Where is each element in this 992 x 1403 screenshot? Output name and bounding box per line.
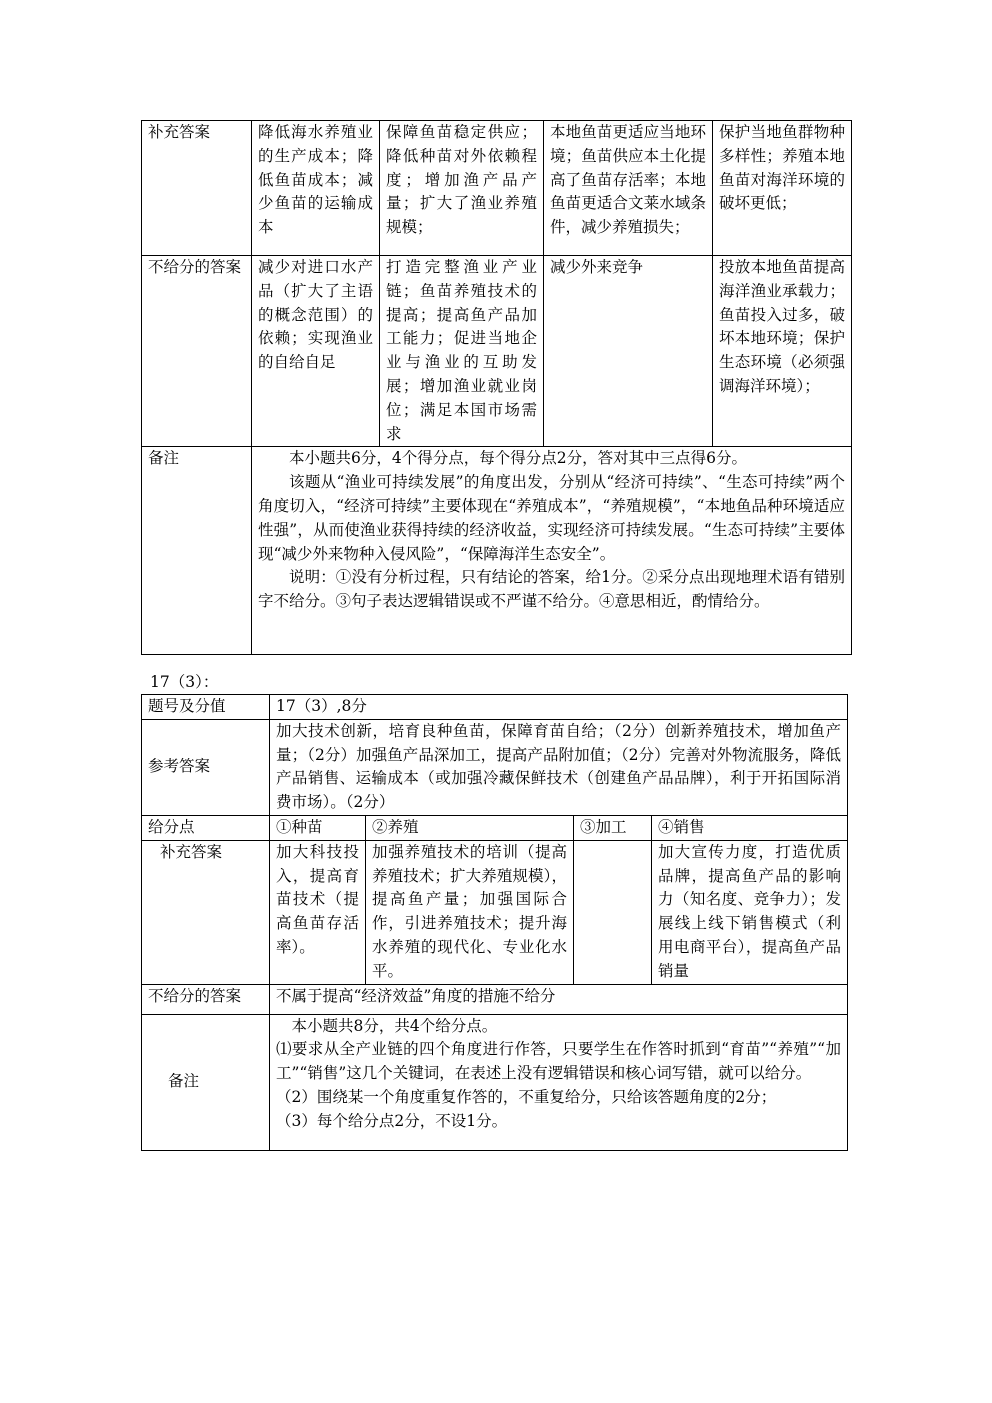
section-label: 17（3）：: [150, 673, 219, 691]
point-sales: ④销售: [652, 815, 848, 840]
no-score-value: 不属于提高“经济效益”角度的措施不给分: [270, 984, 848, 1014]
supp-seedling: 加大科技投入，提高育苗技术（提高鱼苗存活率）。: [270, 840, 366, 984]
table-row: [142, 984, 848, 1014]
row-label-remark: 备注: [142, 1014, 270, 1150]
remark-line: ⑴要求从全产业链的四个角度进行作答，只要学生在作答时抓到“育苗”“养殖”“加工”“销售”这几个关键词，在表述上没有逻辑错误和核心词写错，就可以给分。: [276, 1040, 841, 1083]
row-label-reference: 参考答案: [142, 719, 270, 815]
cell-ecology: 保护当地鱼群物种多样性；养殖本地鱼苗对海洋环境的破坏更低；: [713, 121, 852, 256]
point-seedling: ①种苗: [270, 815, 366, 840]
supp-processing: [574, 840, 652, 984]
table-row: [142, 719, 848, 815]
cell-no-score-1: 减少对进口水产品（扩大了主语的概念范围）的依赖；实现渔业的自给自足: [252, 256, 380, 447]
remark-cell: [270, 1014, 848, 1150]
table-row: [142, 447, 852, 655]
remark-line: 本小题共8分，共4个给分点。: [291, 1016, 498, 1035]
table-row: [142, 121, 852, 256]
cell-adapt: 本地鱼苗更适应当地环境；鱼苗供应本土化提高了鱼苗存活率；本地鱼苗更适合文莱水域条件，减少养殖损失；: [544, 121, 713, 256]
cell-supply: 保障鱼苗稳定供应；降低种苗对外依赖程度；增加渔产品产量；扩大了渔业养殖规模；: [380, 121, 544, 256]
table-row: [142, 815, 848, 840]
point-breeding: ②养殖: [366, 815, 574, 840]
row-label-remark: 备注: [142, 447, 252, 655]
row-label-question: 题号及分值: [142, 695, 270, 720]
row-label-supplement: 补充答案: [142, 840, 270, 984]
row-label-no-score: 不给分的答案: [142, 256, 252, 447]
remark-line: （3）每个给分点2分，不设1分。: [276, 1111, 508, 1130]
remark-paragraph: 本小题共6分，4个得分点，每个得分点2分，答对其中三点得6分。: [289, 449, 747, 468]
row-label-supplement: 补充答案: [142, 121, 252, 256]
supp-breeding: 加强养殖技术的培训（提高养殖技术；扩大养殖规模），提高鱼产量；加强国际合作，引进养殖技术；提升海水养殖的现代化、专业化水平。: [366, 840, 574, 984]
row-label-points: 给分点: [142, 815, 270, 840]
cell-no-score-4: 投放本地鱼苗提高海洋渔业承载力；鱼苗投入过多，破坏本地环境；保护生态环境（必须强调海洋环境）；: [713, 256, 852, 447]
table-row: [142, 256, 852, 447]
point-processing: ③加工: [574, 815, 652, 840]
remark-paragraph: 说明：①没有分析过程，只有结论的答案，给1分。②采分点出现地理术语有错别字不给分。③句子表达逻辑错误或不严谨不给分。④意思相近，酌情给分。: [258, 568, 845, 611]
table-row: [142, 695, 848, 720]
reference-answer: 加大技术创新，培育良种鱼苗，保障育苗自给；（2分）创新养殖技术，增加鱼产量；（2分）加强鱼产品深加工，提高产品附加值；（2分）完善对外物流服务，降低产品销售、运输成本（或加强冷藏保鲜技术（创建鱼产品品牌），利于开拓国际消费市场）。（2分）: [270, 719, 848, 815]
scoring-table-17-2: [141, 120, 852, 655]
question-value: 17（3）,8分: [270, 695, 848, 720]
remark-line: （2）围绕某一个角度重复作答的，不重复给分，只给该答题角度的2分；: [276, 1087, 777, 1106]
table-row: [142, 1014, 848, 1150]
cell-no-score-3: 减少外来竞争: [544, 256, 713, 447]
table-row: [142, 840, 848, 984]
cell-no-score-2: 打造完整渔业产业链；鱼苗养殖技术的提高；提高鱼产品加工能力；促进当地企业与渔业的互助发展；增加渔业就业岗位；满足本国市场需求: [380, 256, 544, 447]
cell-seedling: 降低海水养殖业的生产成本；降低鱼苗成本；减少鱼苗的运输成本: [252, 121, 380, 256]
row-label-no-score: 不给分的答案: [142, 984, 270, 1014]
scoring-table-17-3: [141, 694, 848, 1151]
remark-cell: [252, 447, 852, 655]
supp-sales: 加大宣传力度，打造优质品牌，提高鱼产品的影响力（知名度、竞争力）；发展线上线下销售模式（利用电商平台），提高鱼产品销量: [652, 840, 848, 984]
remark-paragraph: 该题从“渔业可持续发展”的角度出发，分别从“经济可持续”、“生态可持续”两个角度切入，“经济可持续”主要体现在“养殖成本”，“养殖规模”，“本地鱼品种环境适应性强”，从而使渔业获得持续的经济收益，实现经济可持续发展。“生态可持续”主要体现“减少外来物种入侵风险”，“保障海洋生态安全”。: [258, 473, 846, 563]
